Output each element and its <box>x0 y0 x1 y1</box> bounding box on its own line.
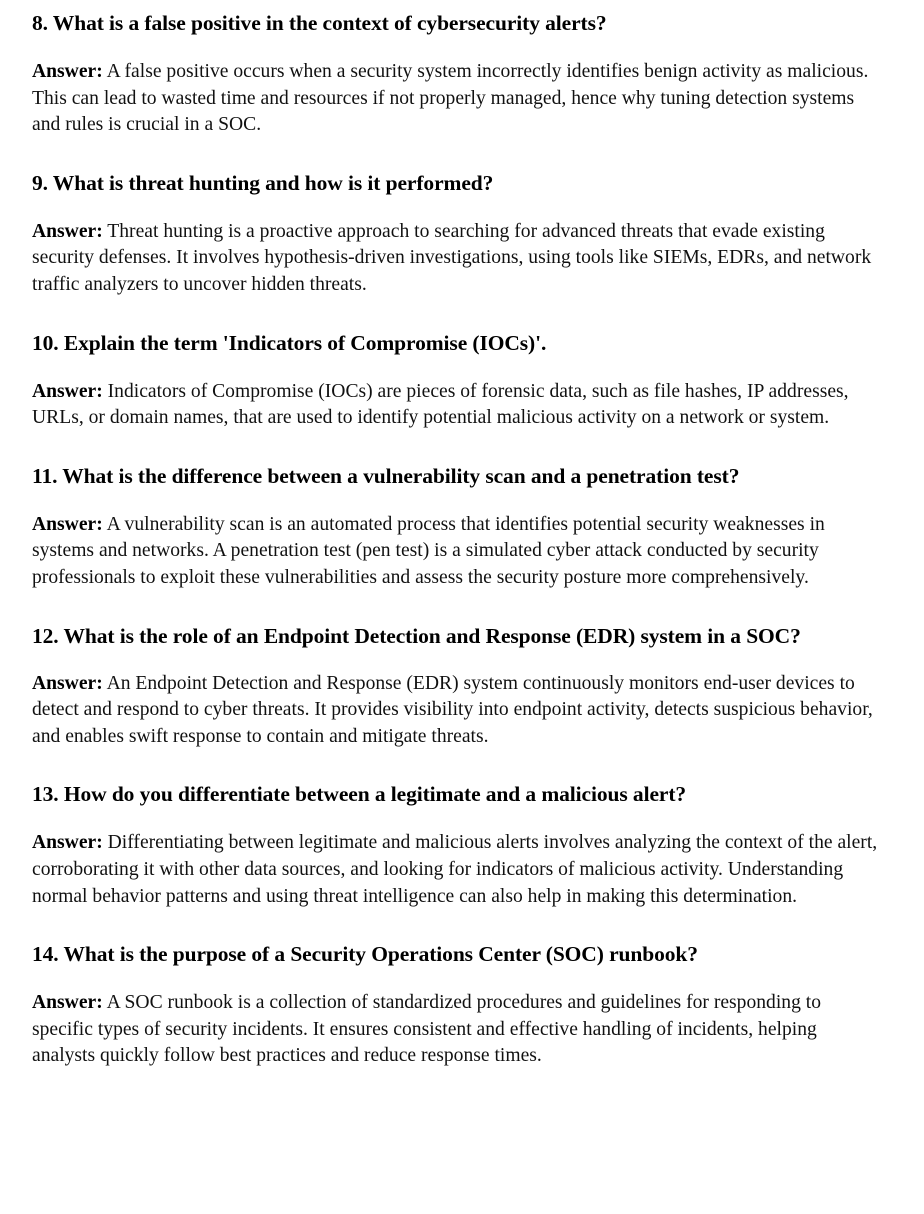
qa-block-12 <box>32 622 878 751</box>
answer-text-12: An Endpoint Detection and Response (EDR) system continuously monitors end-user devices to detect and respond to cyber threats. It provides visibility into endpoint activity, detects suspicious behavior, and enables swift response to contain and mitigate threats. <box>32 672 878 747</box>
question-heading-8: 8. What is a false positive in the context of cybersecurity alerts? <box>32 11 607 35</box>
answer-text-14: A SOC runbook is a collection of standardized procedures and guidelines for responding to specific types of security incidents. It ensures consistent and effective handling of incidents, helping analysts quickly follow best practices and reduce response times. <box>32 992 826 1067</box>
spacer <box>32 299 878 329</box>
qa-block-8 <box>32 9 878 139</box>
spacer <box>32 37 878 59</box>
question-heading-14: 14. What is the purpose of a Security Operations Center (SOC) runbook? <box>32 942 698 967</box>
answer-paragraph-8 <box>32 59 878 139</box>
question-heading-9: 9. What is threat hunting and how is it performed? <box>32 170 494 195</box>
spacer <box>32 750 878 780</box>
answer-label-12: Answer: <box>32 672 103 694</box>
spacer <box>32 592 878 622</box>
question-heading-10: 10. Explain the term 'Indicators of Compromise (IOCs)'. <box>32 330 547 355</box>
answer-label-10: Answer: <box>32 380 103 402</box>
spacer <box>32 139 878 169</box>
qa-block-14 <box>32 940 878 1070</box>
spacer <box>32 490 878 512</box>
question-heading-13: 13. How do you differentiate between a legitimate and a malicious alert? <box>32 782 687 807</box>
answer-paragraph-13 <box>32 830 883 910</box>
answer-label-14: Answer: <box>32 992 103 1014</box>
spacer <box>32 808 878 830</box>
spacer <box>32 968 878 990</box>
question-heading-11: 11. What is the difference between a vulnerability scan and a penetration test? <box>32 463 740 488</box>
question-heading-12: 12. What is the role of an Endpoint Detection and Response (EDR) system in a SOC? <box>32 623 801 648</box>
spacer <box>32 0 878 9</box>
answer-paragraph-11 <box>32 512 878 592</box>
spacer <box>32 650 878 671</box>
spacer <box>32 910 878 940</box>
qa-block-11 <box>32 462 878 592</box>
answer-label-13: Answer: <box>32 832 103 854</box>
answer-text-10: Indicators of Compromise (IOCs) are pieces of forensic data, such as file hashes, IP addresses, URLs, or domain names, that are used to identify potential malicious activity on a network or system. <box>32 380 854 429</box>
answer-text-8: A false positive occurs when a security system incorrectly identifies benign activity as malicious. This can lead to wasted time and resources if not properly managed, hence why tuning detection systems and rules is crucial in a SOC. <box>32 61 873 136</box>
spacer <box>32 432 878 462</box>
answer-label-9: Answer: <box>32 220 103 242</box>
answer-label-11: Answer: <box>32 513 103 535</box>
qa-block-13 <box>32 780 883 910</box>
answer-paragraph-10 <box>32 379 878 432</box>
answer-paragraph-12 <box>32 671 878 751</box>
answer-label-8: Answer: <box>32 61 103 82</box>
spacer <box>32 357 878 379</box>
qa-block-10 <box>32 329 878 432</box>
qa-block-9 <box>32 169 878 299</box>
answer-text-13: Differentiating between legitimate and malicious alerts involves analyzing the context of the alert, corroborating it with other data sources, and looking for indicators of malicious activity. Understanding normal behavior patterns and using threat intelligence can also help in making this determination. <box>32 832 883 907</box>
spacer <box>32 197 878 219</box>
answer-paragraph-14 <box>32 990 878 1070</box>
answer-text-9: Threat hunting is a proactive approach to searching for advanced threats that evade existing security defenses. It involves hypothesis-driven investigations, using tools like SIEMs, EDRs, and network traffic analyzers to uncover hidden threats. <box>32 220 877 295</box>
answer-text-11: A vulnerability scan is an automated process that identifies potential security weaknesses in systems and networks. A penetration test (pen test) is a simulated cyber attack conducted by security professionals to exploit these vulnerabilities and assess the security posture more comprehensively. <box>32 513 830 588</box>
answer-paragraph-9 <box>32 219 878 299</box>
